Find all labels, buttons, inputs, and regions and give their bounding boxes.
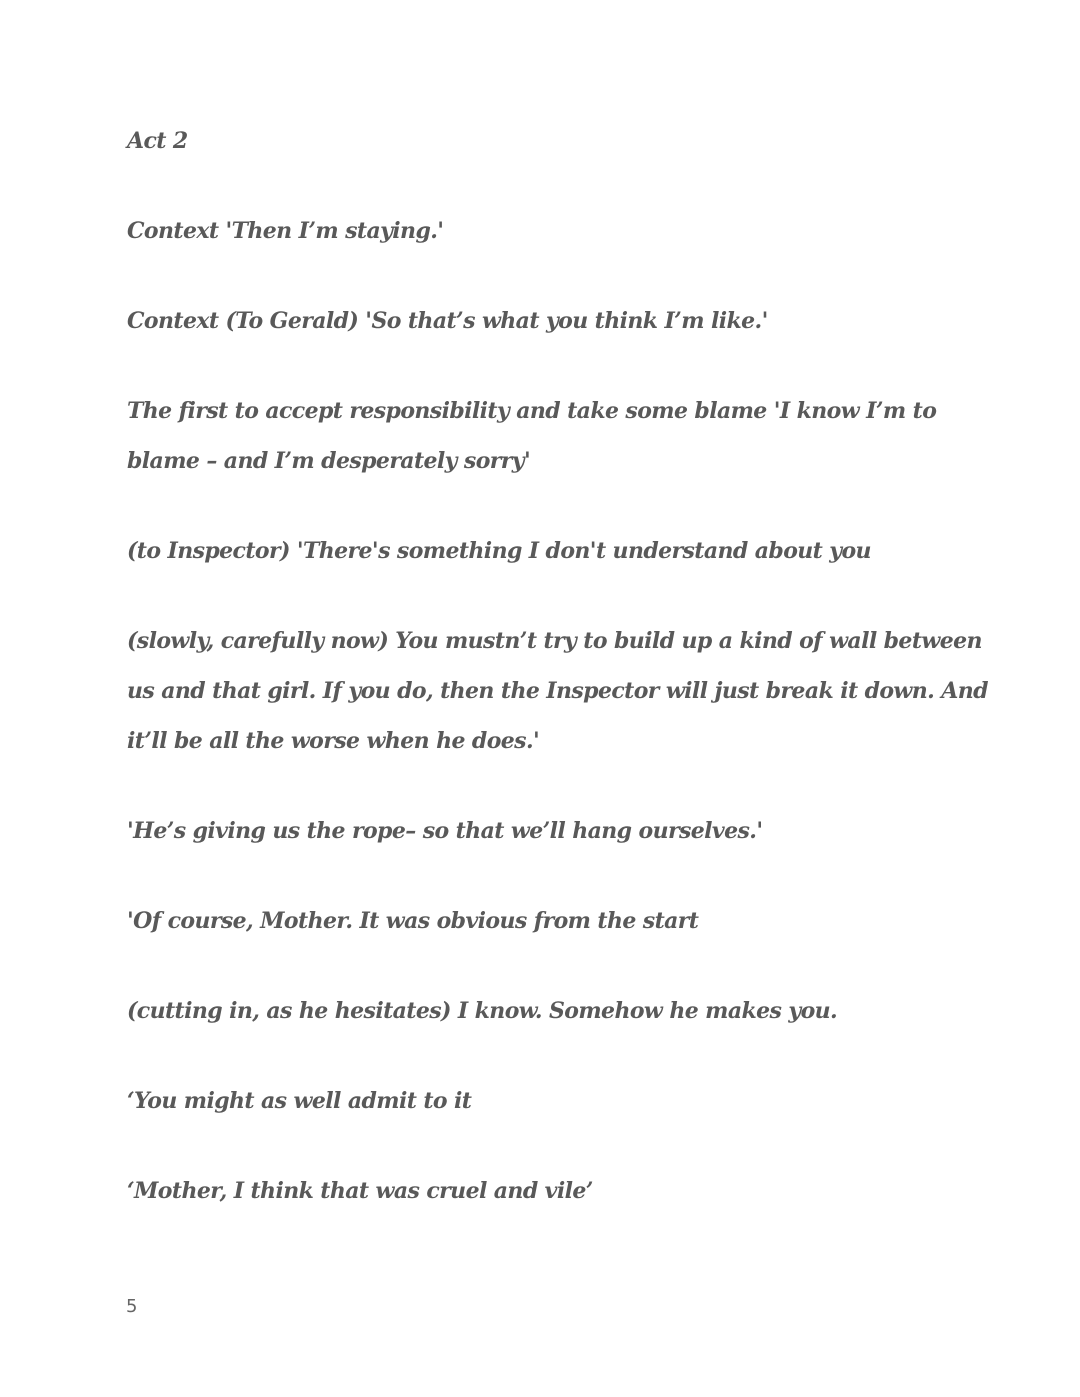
- quote-line: The first to accept responsibility and take some blame 'I know I’m to: [127, 398, 937, 424]
- quote-line: (cutting in, as he hesitates) I know. Somehow he makes you.: [127, 998, 838, 1024]
- quote-line: us and that girl. If you do, then the Inspector will just break it down. And: [127, 678, 988, 704]
- quote-line: (slowly, carefully now) You mustn’t try to build up a kind of wall between: [127, 628, 982, 654]
- quote-line: it’ll be all the worse when he does.': [127, 728, 540, 754]
- quote-line: Context (To Gerald) 'So that’s what you think I’m like.': [127, 308, 768, 334]
- quote-line: (to Inspector) 'There's something I don't understand about you: [127, 538, 871, 564]
- page-number: 5: [126, 1296, 138, 1317]
- quote-line: blame – and I’m desperately sorry': [127, 448, 531, 474]
- quote-line: Context 'Then I’m staying.': [127, 218, 444, 244]
- quote-line: ‘You might as well admit to it: [127, 1088, 472, 1114]
- quote-line: 'He’s giving us the rope– so that we’ll hang ourselves.': [127, 818, 763, 844]
- act-heading: Act 2: [127, 128, 188, 154]
- quote-line: 'Of course, Mother. It was obvious from the start: [127, 908, 699, 934]
- quote-line: ‘Mother, I think that was cruel and vile’: [127, 1178, 593, 1204]
